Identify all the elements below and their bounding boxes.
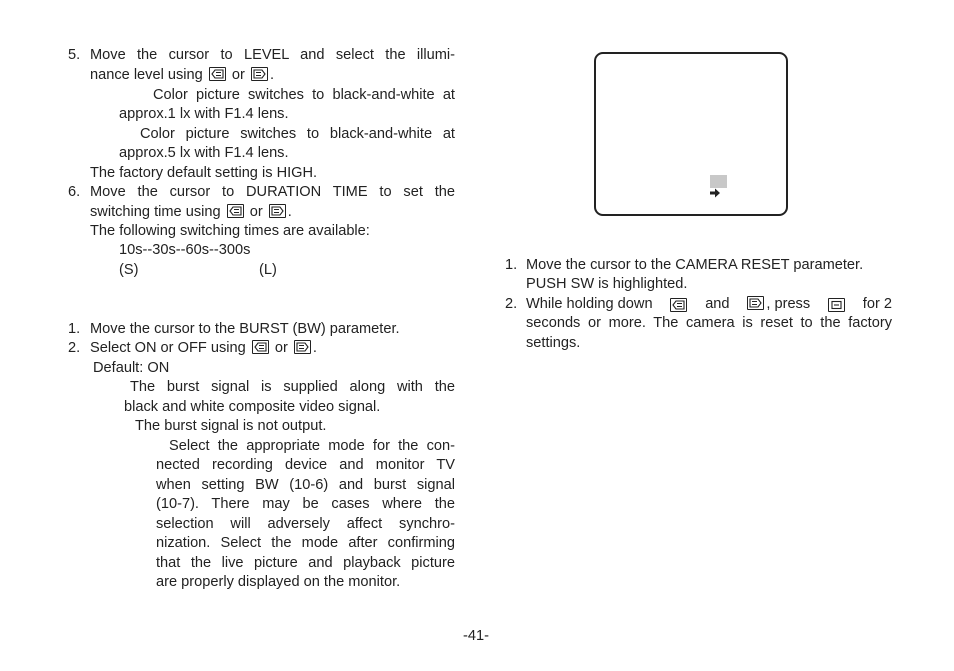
right-button-icon xyxy=(269,204,286,218)
page-number: -41- xyxy=(463,628,489,644)
right-button-icon xyxy=(747,296,764,310)
or-text: or xyxy=(231,67,245,83)
reset-step-1-line-1: Move the cursor to the CAMERA RESET parameter. xyxy=(526,257,864,273)
left-button-icon xyxy=(209,67,226,81)
burst-note-line-4: (10-7). There may be cases where the xyxy=(156,496,455,512)
reset-and-text: and xyxy=(705,296,730,312)
burst-note-line-3: when setting BW (10-6) and burst signal xyxy=(156,477,455,493)
step-5-line-1: Move the cursor to LEVEL and select the illumi- xyxy=(90,47,455,63)
level-high-line-1: Color picture switches to black-and-white at xyxy=(153,87,455,103)
reset-step-1-line-2: PUSH SW is highlighted. xyxy=(526,276,688,292)
step-6-line-2: switching time using or . xyxy=(90,204,292,220)
step-6-number: 6. xyxy=(68,184,81,200)
step-5-line-2-text: nance level using xyxy=(90,67,203,83)
switching-times-intro: The following switching times are available: xyxy=(90,223,370,239)
burst-note-line-7: that the live picture and playback picture xyxy=(156,555,455,571)
burst-note-line-5: selection will adversely affect synchro- xyxy=(156,516,455,532)
step-5-line-2: nance level using or . xyxy=(90,67,275,83)
step-6-line-1: Move the cursor to DURATION TIME to set the xyxy=(90,184,455,200)
burst-step-2-text: Select ON or OFF using or . xyxy=(90,340,317,356)
step-6-line-2-text: switching time using xyxy=(90,204,221,220)
set-button-icon xyxy=(828,298,845,312)
burst-default-text: Default: ON xyxy=(93,360,170,376)
reset-step-2-line-2: seconds or more. The camera is reset to the factory xyxy=(526,315,892,331)
left-button-icon xyxy=(252,340,269,354)
reset-step-2-line-3: settings. xyxy=(526,335,581,351)
highlighted-cursor-block xyxy=(710,175,727,188)
level-low-line-2: approx.5 lx with F1.4 lens. xyxy=(119,145,289,161)
right-button-icon xyxy=(294,340,311,354)
reset-step-2-number: 2. xyxy=(505,296,518,312)
switching-long-label: (L) xyxy=(259,262,277,278)
reset-hold-text: While holding down xyxy=(526,296,653,312)
burst-step-2-label: Select ON or OFF using xyxy=(90,340,246,356)
or-text: or xyxy=(274,340,288,356)
reset-for-text: for 2 xyxy=(862,296,892,312)
burst-step-1-text: Move the cursor to the BURST (BW) parameter. xyxy=(90,321,400,337)
reset-step-1-number: 1. xyxy=(505,257,518,273)
burst-note-line-6: nization. Select the mode after confirming xyxy=(156,535,455,551)
burst-note-line-8: are properly displayed on the monitor. xyxy=(156,574,401,590)
right-button-icon xyxy=(251,67,268,81)
level-low-line-1: Color picture switches to black-and-white at xyxy=(140,126,455,142)
burst-on-line-1: The burst signal is supplied along with the xyxy=(130,379,455,395)
level-high-line-2: approx.1 lx with F1.4 lens. xyxy=(119,106,289,122)
burst-step-2-number: 2. xyxy=(68,340,81,356)
switching-times-list: 10s--30s--60s--300s xyxy=(119,242,251,258)
reset-step-2-line-1 xyxy=(526,295,892,315)
burst-step-1-number: 1. xyxy=(68,321,81,337)
step-5-number: 5. xyxy=(68,47,81,63)
monitor-screen-illustration xyxy=(594,52,788,216)
cursor-arrow-icon xyxy=(710,188,721,198)
burst-note-line-2: nected recording device and monitor TV xyxy=(156,457,455,473)
switching-short-label: (S) xyxy=(119,262,139,278)
burst-off-text: The burst signal is not output. xyxy=(135,418,327,434)
left-button-icon xyxy=(227,204,244,218)
left-button-icon xyxy=(670,298,687,312)
reset-press-text: , press xyxy=(766,296,811,312)
burst-on-line-2: black and white composite video signal. xyxy=(124,399,381,415)
or-text: or xyxy=(249,204,263,220)
burst-note-line-1: Select the appropriate mode for the con- xyxy=(169,438,455,454)
level-default-text: The factory default setting is HIGH. xyxy=(90,165,318,181)
